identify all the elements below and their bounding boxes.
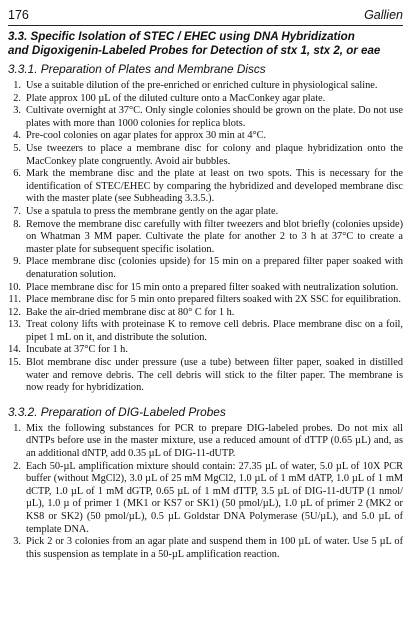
subsection-title-probes: 3.3.2. Preparation of DIG-Labeled Probes	[8, 404, 226, 419]
step-number: 6.	[13, 168, 21, 180]
steps-list-plates	[8, 80, 403, 395]
list-item	[8, 143, 403, 168]
step-number: 12.	[8, 306, 21, 318]
list-item	[8, 105, 403, 130]
step-text: Use a spatula to press the membrane gently on the agar plate.	[26, 205, 279, 217]
running-head: Gallien	[364, 8, 403, 22]
step-text: Place membrane disc for 15 min onto a prepared filter soaked with neutralization solution.	[26, 281, 399, 293]
step-text: Remove the membrane disc carefully with filter tweezers and blot briefly (colonies upside) on Whatman 3 MM paper. Cultivate the plate for another 2 to 3 h at 37°C to create a master plate for subsequent specific isolation.	[26, 218, 403, 255]
section-title-line-1: 3.3. Specific Isolation of STEC / EHEC using DNA Hybridization	[8, 30, 355, 43]
section-title	[8, 30, 403, 58]
section-title-line-2: and Digoxigenin-Labeled Probes for Detection of stx 1, stx 2, or eae	[8, 44, 381, 57]
step-number: 2.	[13, 460, 21, 472]
step-text: Use tweezers to place a membrane disc for colony and plaque hybridization onto the MacConkey plate congruently. Avoid air bubbles.	[26, 142, 403, 167]
list-item	[8, 307, 403, 320]
step-number: 5.	[13, 142, 21, 154]
list-item	[8, 219, 403, 257]
list-item	[8, 536, 403, 561]
page-number: 176	[8, 8, 29, 22]
step-text: Cultivate overnight at 37°C. Only single colonies should be grown on the plate. Do not use plates with more than 1000 colonies for replica blots.	[26, 105, 403, 129]
page-body	[8, 30, 403, 561]
steps-list-probes	[8, 423, 403, 562]
step-text: Each 50-µL amplification mixture should contain: 27.35 µL of water, 5.0 µL of 10X PCR buffer (without MgCl2), 3.0 µL of 25 mM MgCl2, 1.0 µL of 1 mM dATP, 1.0 µL of 1 mM dCTP, 1.0 µL of 1 mM dGTP, 0.65 µL of 1 mM dTTP, 3.5 µL of DIG-11-dUTP (1 nmol/µL), 1.0 µ of primer 1 (MK1 or KS7 or SK1) (50 pmol/µL), 1.0 µL of primer 2 (MK2 or KS8 or SK2) (50 pmol/µL), 0.5 µL Goldstar DNA Polymerase (5U/µL), and 5.0 µL of template DNA.	[26, 460, 403, 535]
step-text: Pick 2 or 3 colonies from an agar plate and suspend them in 100 µL of water. Use 5 µL of this suspension as template in a 50-µL amplification reaction.	[26, 536, 403, 560]
list-item	[8, 357, 403, 395]
list-item	[8, 282, 403, 295]
step-text: Use a suitable dilution of the pre-enriched or enriched culture in physiological saline.	[26, 80, 378, 91]
list-item	[8, 130, 403, 143]
list-item	[8, 206, 403, 219]
list-item	[8, 168, 403, 206]
step-text: Blot membrane disc under pressure (use a tube) between filter paper, soaked in distilled water and remove debris. The cell debris will stick to the filter paper. The membrane is now ready for hybridization.	[26, 357, 403, 394]
list-item	[8, 256, 403, 281]
step-number: 2.	[13, 92, 21, 104]
step-text: Plate approx 100 µL of the diluted culture onto a MacConkey agar plate.	[26, 92, 326, 104]
step-number: 9.	[13, 256, 21, 268]
step-text: Place membrane disc (colonies upside) for 15 min on a prepared filter paper soaked with denaturation solution.	[26, 256, 403, 280]
step-text: Pre-cool colonies on agar plates for approx 30 min at 4°C.	[26, 130, 267, 142]
list-item	[8, 93, 403, 106]
step-text: Place membrane disc for 5 min onto prepared filters soaked with 2X SSC for equilibration.	[26, 294, 401, 306]
page-header	[8, 8, 403, 24]
step-number: 8.	[13, 218, 21, 230]
step-text: Treat colony lifts with proteinase K to remove cell debris. Place membrane disc on a foil, pipet 1 mL on it, and distribute the solution.	[26, 319, 403, 343]
step-number: 15.	[8, 357, 21, 369]
list-item	[8, 344, 403, 357]
step-number: 14.	[8, 344, 21, 356]
step-number: 1.	[13, 422, 21, 434]
list-item	[8, 461, 403, 537]
step-number: 7.	[13, 205, 21, 217]
step-number: 1.	[13, 80, 21, 91]
list-item	[8, 423, 403, 461]
step-text: Bake the air-dried membrane disc at 80° C for 1 h.	[26, 306, 235, 318]
list-item	[8, 294, 403, 307]
step-text: Mark the membrane disc and the plate at least on two spots. This is necessary for the identification of STEC/EHEC by comparing the hybridized and developed membrane disc with the master plate (see Subheading 3.3.5.).	[26, 168, 403, 205]
list-item	[8, 80, 403, 93]
step-text: Mix the following substances for PCR to prepare DIG-labeled probes. Do not mix all dNTPs before use in the master mixture, use a reduced amount of dTTP (0.65 µL) and, as an additional dNTP, add 0.35 µL of DIG-11-dUTP.	[26, 422, 403, 460]
step-number: 13.	[8, 319, 21, 331]
step-text: Incubate at 37°C for 1 h.	[26, 344, 128, 356]
step-number: 4.	[13, 130, 21, 142]
list-item	[8, 319, 403, 344]
header-rule	[8, 25, 403, 26]
step-number: 10.	[8, 281, 21, 293]
step-number: 11.	[8, 294, 21, 306]
step-number: 3.	[13, 105, 21, 117]
subsection-title-plates: 3.3.1. Preparation of Plates and Membrane Discs	[8, 62, 266, 76]
step-number: 3.	[13, 536, 21, 548]
